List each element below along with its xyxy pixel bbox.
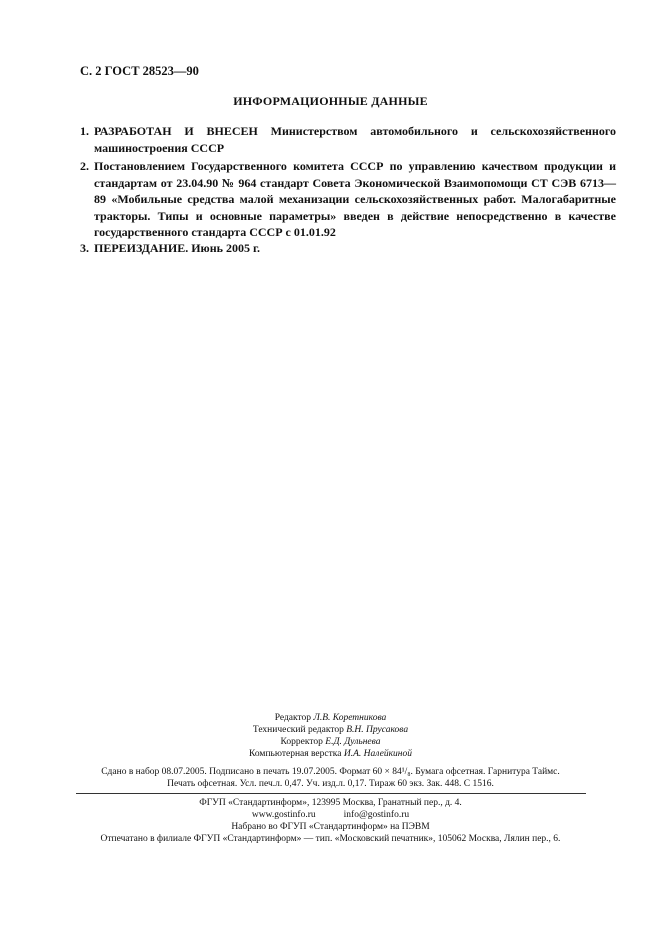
info-item-2 [80, 158, 616, 241]
credits-block [0, 712, 661, 760]
publication-info [0, 766, 661, 790]
publication-line-2: Печать офсетная. Усл. печ.л. 0,47. Уч. изд.л. 0,17. Тираж 60 экз. Зак. 448. С 1516. [167, 779, 494, 789]
email-link[interactable]: info@gostinfo.ru [343, 810, 410, 820]
credit-layout [0, 748, 661, 760]
credit-name: Л.В. Коретникова [313, 713, 387, 723]
info-item-3 [80, 240, 616, 257]
item-number: 2. [80, 159, 89, 173]
page-header: С. 2 ГОСТ 28523—90 [80, 64, 199, 78]
credit-role: Компьютерная верстка [249, 749, 342, 759]
organization-address: ФГУП «Стандартинформ», 123995 Москва, Гранатный пер., д. 4. [199, 798, 462, 808]
credit-name: В.Н. Прусакова [346, 725, 409, 735]
credit-role: Корректор [280, 737, 323, 747]
credit-role: Технический редактор [252, 725, 344, 735]
publication-line-1: Сдано в набор 08.07.2005. Подписано в печать 19.07.2005. Формат 60 × 84¹/₈. Бумага офсетная. Гарнитура Таймс. [101, 767, 560, 777]
credit-name: Е.Д. Дульнева [325, 737, 381, 747]
item-text: РАЗРАБОТАН И ВНЕСЕН Министерством автомобильного и сельскохозяйственного машиностроения СССР [94, 124, 616, 155]
item-text: Постановлением Государственного комитета СССР по управлению качеством продукции и стандартам от 23.04.90 № 964 стандарт Совета Экономической Взаимопомощи СТ СЭВ 6713—89 «Мобильные средства малой механизации сельскохозяйственных работ. Малогабаритные тракторы. Типы и основные параметры» введен в действие непосредственно в качестве государственного стандарта СССР с 01.01.92 [94, 159, 616, 239]
credit-name: И.А. Налейкиной [343, 749, 412, 759]
credit-role: Редактор [274, 713, 312, 723]
info-item-1 [80, 123, 616, 156]
divider [76, 793, 586, 794]
item-text: ПЕРЕИЗДАНИЕ. Июнь 2005 г. [94, 241, 261, 255]
website-link[interactable]: www.gostinfo.ru [251, 810, 316, 820]
organization-info [0, 797, 661, 845]
section-title: ИНФОРМАЦИОННЫЕ ДАННЫЕ [233, 94, 428, 108]
item-number: 3. [80, 241, 89, 255]
credit-editor [0, 712, 661, 724]
credit-proofreader [0, 736, 661, 748]
organization-contacts [0, 809, 661, 821]
item-number: 1. [80, 124, 89, 138]
typeset-info: Набрано во ФГУП «Стандартинформ» на ПЭВМ [231, 822, 430, 832]
printing-info: Отпечатано в филиале ФГУП «Стандартинформ» — тип. «Московский печатник», 105062 Москва, Лялин пер., 6. [100, 834, 561, 844]
credit-tech-editor [0, 724, 661, 736]
